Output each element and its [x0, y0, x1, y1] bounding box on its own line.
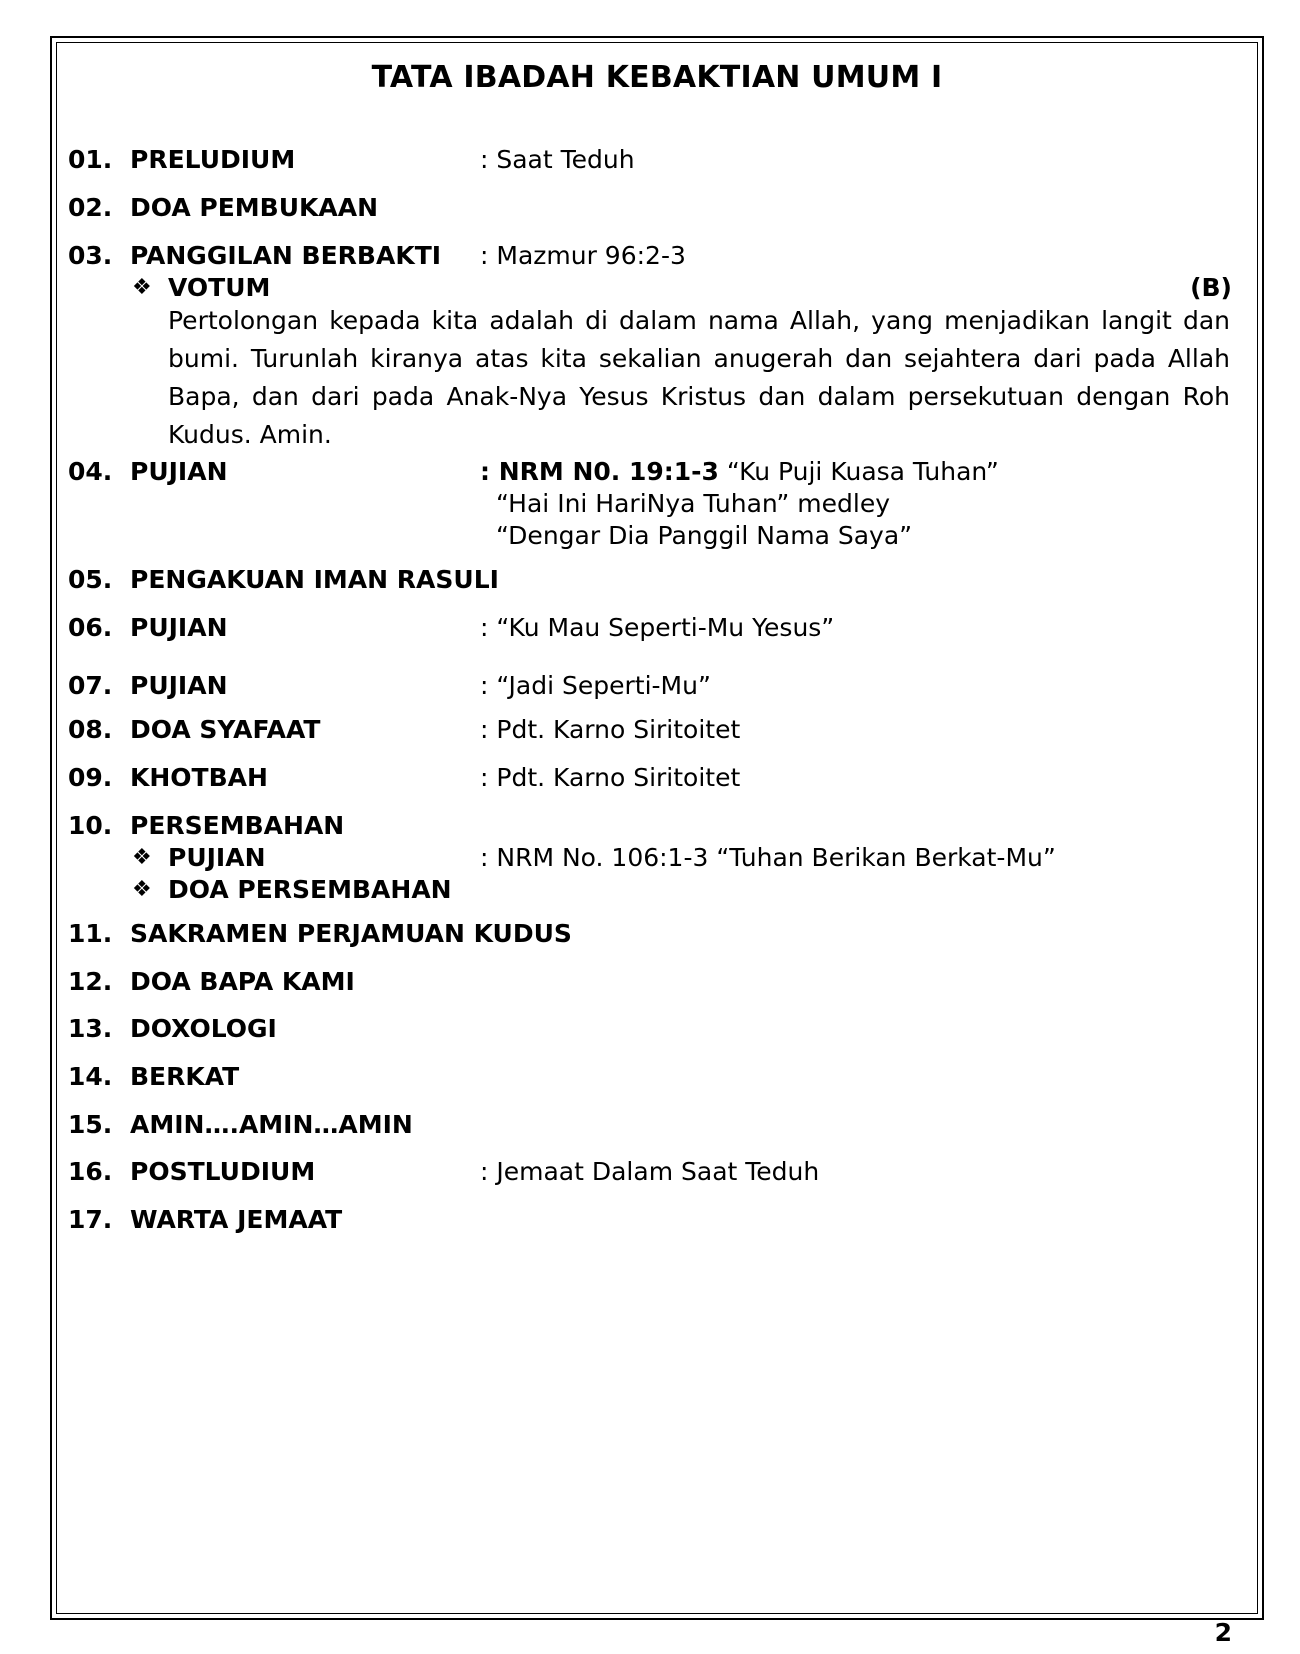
item-number: 05.	[68, 565, 113, 594]
votum-text: Pertolongan kepada kita adalah di dalam nama Allah, yang menjadikan langit dan bumi. Turunlah kiranya atas kita sekalian anugerah dan sejahtera dari pada Allah Bapa, dan dari pada Anak-Nya Yesus Kristus dan dalam persekutuan dengan Roh Kudus. Amin.	[168, 306, 1230, 449]
item-label: DOXOLOGI	[130, 1014, 277, 1043]
item-value: : Mazmur 96:2-3	[480, 241, 686, 270]
item-label: BERKAT	[130, 1062, 240, 1091]
item-label: PRELUDIUM	[130, 145, 296, 174]
item-value: : NRM No. 106:1-3 “Tuhan Berikan Berkat-Mu”	[480, 843, 1056, 872]
item-value: : “Jadi Seperti-Mu”	[480, 671, 711, 700]
item-label: PUJIAN	[130, 613, 228, 642]
item-label: POSTLUDIUM	[130, 1157, 316, 1186]
item-label: PANGGILAN BERBAKTI	[130, 241, 442, 270]
item-label: KHOTBAH	[130, 763, 268, 792]
item-label: DOA PEMBUKAAN	[130, 193, 379, 222]
item-label: PERSEMBAHAN	[130, 811, 345, 840]
item-number: 09.	[68, 763, 113, 792]
item-number: 17.	[68, 1205, 113, 1234]
diamond-bullet-icon: ❖	[132, 845, 152, 870]
hymn-title: “Dengar Dia Panggil Nama Saya”	[496, 521, 913, 550]
item-label: WARTA JEMAAT	[130, 1205, 343, 1234]
item-value: : “Ku Mau Seperti-Mu Yesus”	[480, 613, 835, 642]
sub-item-label: PUJIAN	[168, 843, 266, 872]
item-label: PUJIAN	[130, 457, 228, 486]
sub-item-label: VOTUM	[168, 273, 271, 302]
item-number: 07.	[68, 671, 113, 700]
sub-item-label: DOA PERSEMBAHAN	[168, 875, 452, 904]
item-label: DOA BAPA KAMI	[130, 967, 355, 996]
item-label: PUJIAN	[130, 671, 228, 700]
item-number: 08.	[68, 715, 113, 744]
diamond-bullet-icon: ❖	[132, 877, 152, 902]
item-number: 14.	[68, 1062, 113, 1091]
item-value: : Pdt. Karno Siritoitet	[480, 715, 741, 744]
document-title: TATA IBADAH KEBAKTIAN UMUM I	[371, 60, 943, 95]
item-label: AMIN….AMIN…AMIN	[130, 1110, 413, 1139]
item-number: 02.	[68, 193, 113, 222]
item-label: SAKRAMEN PERJAMUAN KUDUS	[130, 919, 572, 948]
item-number: 12.	[68, 967, 113, 996]
item-number: 13.	[68, 1014, 113, 1043]
item-number: 15.	[68, 1110, 113, 1139]
item-number: 01.	[68, 145, 113, 174]
item-value	[480, 456, 999, 488]
item-value: : Pdt. Karno Siritoitet	[480, 763, 741, 792]
congregation-tag: (B)	[1190, 273, 1232, 302]
page-number: 2	[1214, 1618, 1232, 1647]
item-value: : Jemaat Dalam Saat Teduh	[480, 1157, 820, 1186]
item-number: 11.	[68, 919, 113, 948]
hymn-title: “Hai Ini HariNya Tuhan” medley	[496, 489, 890, 518]
item-number: 04.	[68, 457, 113, 486]
hymn-title: “Ku Puji Kuasa Tuhan”	[718, 457, 999, 486]
item-number: 03.	[68, 241, 113, 270]
item-number: 10.	[68, 811, 113, 840]
item-label: PENGAKUAN IMAN RASULI	[130, 565, 499, 594]
item-value: : Saat Teduh	[480, 145, 635, 174]
item-number: 06.	[68, 613, 113, 642]
hymn-number: NRM N0. 19:1-3	[498, 457, 719, 486]
item-value-prefix: :	[480, 457, 499, 486]
item-label: DOA SYAFAAT	[130, 715, 321, 744]
item-number: 16.	[68, 1157, 113, 1186]
diamond-bullet-icon: ❖	[132, 275, 152, 300]
